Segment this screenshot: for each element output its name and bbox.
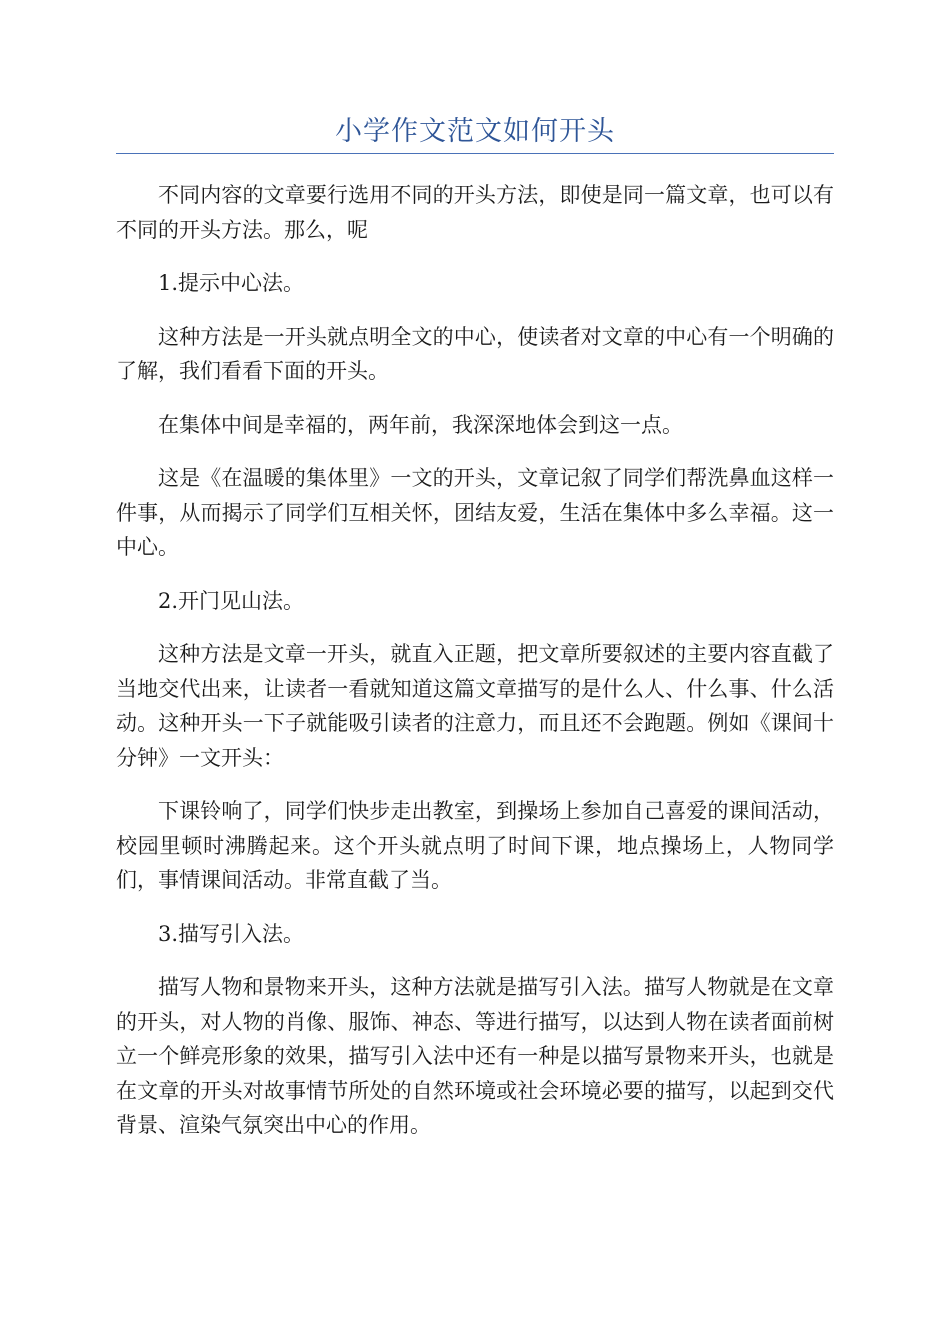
section-heading-2: 2.开门见山法。 — [158, 588, 305, 613]
paragraph-intro: 不同内容的文章要行选用不同的开头方法，即使是同一篇文章，也可以有不同的开头方法。那么，呢 — [116, 183, 834, 242]
title-underline — [116, 153, 834, 154]
paragraph: 描写人物和景物来开头，这种方法就是描写引入法。描写人物就是在文章的开头，对人物的肖像、服饰、神态、等进行描写，以达到人物在读者面前树立一个鲜亮形象的效果，描写引入法中还有一种是以描写景物来开头，也就是在文章的开头对故事情节所处的自然环境或社会环境必要的描写，以起到交代背景、渲染气氛突出中心的作用。 — [116, 975, 834, 1137]
document-title: 小学作文范文如何开头 — [335, 116, 615, 147]
paragraph-example: 在集体中间是幸福的，两年前，我深深地体会到这一点。 — [158, 412, 683, 437]
paragraph-example: 下课铃响了，同学们快步走出教室，到操场上参加自己喜爱的课间活动，校园里顿时沸腾起来。这个开头就点明了时间下课，地点操场上，人物同学们，事情课间活动。非常直截了当。 — [116, 799, 834, 892]
section-heading-3: 3.描写引入法。 — [158, 921, 305, 946]
document-body — [116, 178, 834, 1162]
paragraph: 这种方法是一开头就点明全文的中心，使读者对文章的中心有一个明确的了解，我们看看下面的开头。 — [116, 324, 834, 383]
paragraph: 这种方法是文章一开头，就直入正题，把文章所要叙述的主要内容直截了当地交代出来，让读者一看就知道这篇文章描写的是什么人、什么事、什么活动。这种开头一下子就能吸引读者的注意力，而且还不会跑题。例如《课间十分钟》一文开头： — [116, 642, 834, 770]
section-heading-1: 1.提示中心法。 — [158, 271, 305, 295]
paragraph: 这是《在温暖的集体里》一文的开头，文章记叙了同学们帮洗鼻血这样一件事，从而揭示了同学们互相关怀，团结友爱，生活在集体中多么幸福。这一中心。 — [116, 466, 834, 559]
